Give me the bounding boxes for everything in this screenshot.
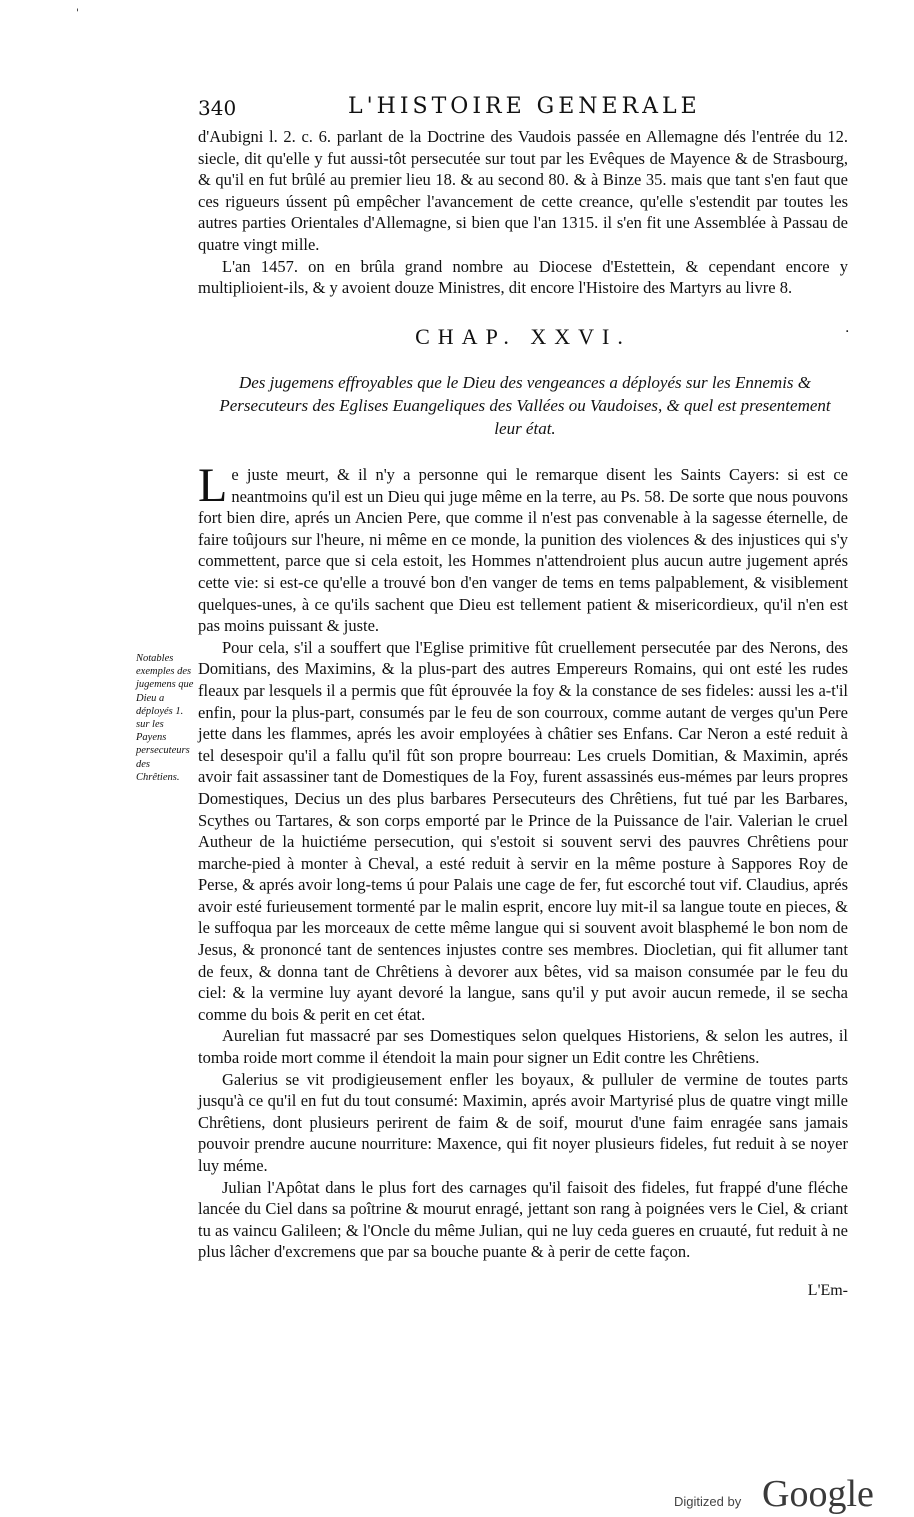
top-paragraph-1: d'Aubigni l. 2. c. 6. parlant de la Doctrine des Vaudois passée en Allemagne dés l'entrée du 12. siecle, dit qu'elle y fut aussi-tôt persecutée sur tout par les Evêques de Mayence & de Strasbourg, & qu'il en fut brûlé au premier lieu 18. & au second 80. & à Binze 35. mais que tant s'en faut que ces rigueurs ússent pû empêcher l'avancement de cette creance, qu'elle s'estendit par toutes les autres parties Orientales d'Allemagne, si bien que l'an 1315. il s'en fit une Assemblée à Passau de quatre vingt mille.: [198, 127, 848, 254]
digitized-by-text: Digitized by: [674, 1494, 742, 1509]
main-paragraph-4: Galerius se vit prodigieusement enfler les boyaux, & pulluler de vermine de toutes parts jusqu'à ce qu'il en fut du tout consumé: Maximin, aprés avoir Martyrisé plus de quatre vingt mille Chrêtiens, dont plusieurs perirent de faim & de soif, mourut d'une faim enragée sans jamais pouvoir prendre aucune nourriture: Maxence, qui fit noyer plusieurs fideles, fut reduit à se noyer luy méme.: [198, 1069, 848, 1175]
drop-cap: L: [198, 459, 228, 512]
catchword: L'Em-: [807, 1282, 848, 1299]
main-paragraph-1: [198, 459, 848, 637]
digitized-by-watermark: [674, 1472, 894, 1516]
ink-speck: ': [76, 8, 79, 19]
main-paragraph-5: Julian l'Apôtat dans le plus fort des carnages qu'il faisoit des fideles, fut frappé d'une fléche lancée du Ciel dans sa poîtrine & mourut enragé, jettant son rang à poignées vers le Ciel, & criant tu as vaincu Galileen; & l'Oncle du même Julian, qui ne luy ceda gueres en cruauté, fut reduit à ne plus lâcher d'excremens que par sa bouche puante & à perir de cette façon.: [198, 1177, 848, 1262]
main-paragraph-1-text: e juste meurt, & il n'y a personne qui le remarque disent les Saints Cayers: si est ce neantmoins qu'il est un Dieu qui juge même en la terre, au Ps. 58. De sorte que nous pouvons fort bien dire, aprés un Ancien Pere, que comme il n'est pas convenable à la sagesse éternelle, de faire toûjours sur l'heure, ni même en ce monde, la punition des violences & des injustices qui s'y commettent, parce que si cela estoit, les Hommes n'attendroient plus aucun autre jugement aprés cette vie: si est-ce qu'elle a trouvé bon d'en vanger de tems en tems palpablement, & visiblement quelques-unes, à ce qu'ils sachent que Dieu est tellement patient & misericordieux, qu'il n'en est pas moins puissant & juste.: [198, 465, 848, 636]
google-logo: Google: [762, 1473, 874, 1515]
main-paragraph-3: Aurelian fut massacré par ses Domestiques selon quelques Historiens, & selon les autres, il tomba roide mort comme il étendoit la main pour signer un Edit contre les Chrêtiens.: [198, 1026, 848, 1068]
page-header: [198, 94, 848, 126]
running-title: L'HISTOIRE GENERALE: [348, 94, 701, 119]
top-paragraph-2: L'an 1457. on en brûla grand nombre au Diocese d'Estettein, & cependant encore y multiplioient-ils, & y avoient douze Ministres, dit encore l'Histoire des Martyrs au livre 8.: [198, 256, 848, 298]
main-paragraph-2: Pour cela, s'il a souffert que l'Eglise primitive fût cruellement persecutée par des Nerons, des Domitians, des Maximins, & la plus-part des autres Empereurs Romains, qui ont esté les rudes fleaux par lesquels il a permis que fût éprouvée la foy & la constance de ses fideles: aussi les a-t'il enfin, pour la plus-part, consumés par le feu de son courroux, comme autant de verges qu'un Pere jette dans les flammes, aprés les avoir employées à châtier ses Enfans. Car Neron a esté reduit à tel desespoir qu'il a fallu qu'il fût son propre bourreau: Les cruels Domitian, & Maximin, aprés avoir fait assassiner tant de Domestiques de la Foy, furent assassinés eus-mémes par leurs propres Domestiques, Decius un des plus barbares Persecuteurs des Chrêtiens, fut tué par les Barbares, Scythes ou Tartares, & son corps emporté par le Prince de la Puissance de l'air. Valerian le cruel Autheur de la huictiéme persecution, qui s'estoit si souvent servi des pauvres Chrêtiens pour marche-pied à monter à Cheval, a esté reduit à servir en la même posture à Sappores Roy de Perse, & aprés avoir long-tems ú pour Palais une cage de fer, fut escorché tout vif. Claudius, aprés avoir esté furieusement tormenté par le malin esprit, encore luy mit-il sa langue toute en pieces, & le suffoqua par les morceaux de cette même langue qui si souvent avoit blasphemé le bon nom de Jesus, & prononcé tant de sentences injustes contre ses membres. Diocletian, qui fit allumer tant de feux, & donna tant de Chrêtiens à devorer aux bêtes, vid sa maison consumée par le feu du ciel: & la vermine luy ayant devoré la langue, sans qu'il y put avoir aucun remede, il se secha comme du bois & perit en cet état.: [198, 637, 848, 1024]
chapter-subtitle: Des jugemens effroyables que le Dieu des vengeances a déployés sur les Ennemis & Persecuteurs des Eglises Euangeliques des Vallées ou Vaudoises, & quel est presentement leur état.: [219, 373, 831, 438]
page-number: 340: [198, 96, 237, 120]
main-text-block: [198, 459, 848, 1263]
ink-dot: ·: [845, 324, 850, 340]
chapter-title: CHAP. XXVI.: [415, 324, 631, 349]
margin-note: Notables exemples des jugemens que Dieu a déployés 1. sur les Payens persecuteurs des Chrêtiens.: [136, 653, 194, 783]
top-text-block: [198, 126, 848, 299]
